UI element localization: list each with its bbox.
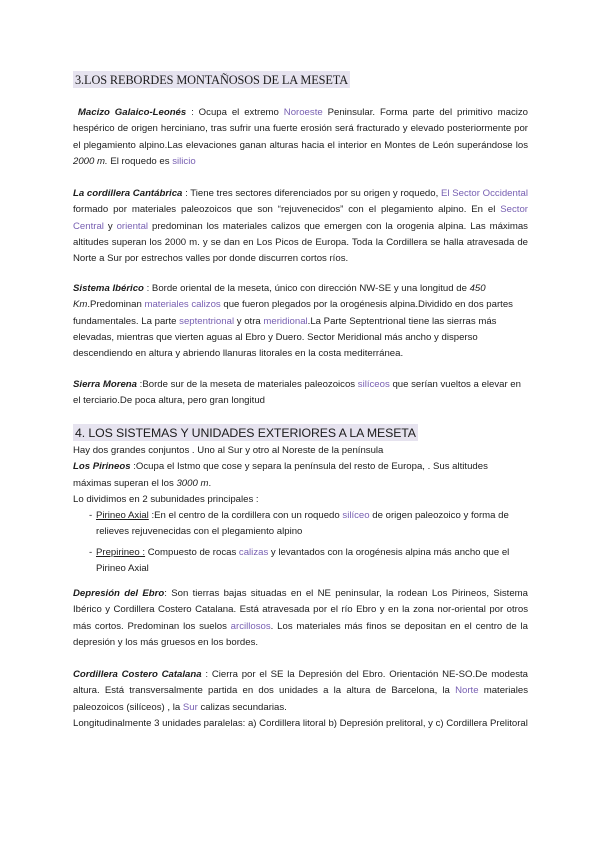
paragraph-sistema-iberico <box>73 281 528 362</box>
subunits-intro: Lo dividimos en 2 subunidades principales : <box>73 493 259 505</box>
text: : Borde oriental de la meseta, único con dirección NW-SE y una longitud de <box>143 283 470 294</box>
text: :Borde sur de la meseta de materiales paleozoicos <box>137 379 358 390</box>
text: y <box>103 220 117 232</box>
term-title: Sistema Ibérico <box>73 283 144 294</box>
paragraph-sierra-morena <box>73 377 528 410</box>
term-title: La cordillera Cantábrica <box>73 188 183 199</box>
text: que fueron plegados por la orogénesis alpina.Dividido en dos partes fundamentales. La parte <box>73 299 513 327</box>
highlight-term: silíceo <box>342 510 370 522</box>
italic-value: 3000 m <box>176 477 209 489</box>
highlight-term: El Sector Occidental <box>440 188 528 199</box>
highlight-term: Sur <box>182 701 198 713</box>
highlight-term: calizas <box>238 546 269 558</box>
heading-text: 4. LOS SISTEMAS Y UNIDADES EXTERIORES A LA MESETA <box>75 426 416 440</box>
paragraph-cordillera-cantabrica <box>73 186 528 267</box>
list-item-prepirineo <box>73 545 528 578</box>
text: Compuesto de rocas <box>145 546 239 558</box>
highlight-term: arcillosos <box>230 620 271 632</box>
term-title: Depresión del Ebro <box>73 588 165 599</box>
text: y otra <box>234 315 264 327</box>
text: : Ocupa el extremo <box>186 107 284 118</box>
heading-number: 3. <box>75 73 85 87</box>
paragraph-costero-catalana <box>73 667 528 716</box>
underlined-term: Prepirineo : <box>96 546 146 558</box>
text: calizas secundarias. <box>197 701 287 713</box>
highlight-term: Noroeste <box>283 107 323 118</box>
text: : Son tierras bajas situadas en el NE peninsular, la rodean Los Pirineos, Sistema Ibérico y Cordillera Costero Catalana. Está atravesada por el río Ebro y en la zona nor-oriental por otros más cortos. Predominan los suelos <box>73 588 528 632</box>
italic-value: 2000 m. <box>73 155 108 167</box>
text: de origen paleozoico y forma de relieves rejuvenecidas con el plegamiento alpino <box>96 510 509 538</box>
text: :En el centro de la cordillera con un roquedo <box>148 510 343 522</box>
text: que serían vueltos a elevar en el terciario.De poca altura, pero gran longitud <box>73 379 521 407</box>
text: formado por materiales paleozoicos que son “rejuvenecidos” con el plegamiento alpino. En el <box>73 204 501 216</box>
paragraph-macizo-galaico <box>73 105 528 170</box>
paragraph-depresion-ebro <box>73 586 528 651</box>
highlight-term: Norte <box>455 685 479 697</box>
term-title: Sierra Morena <box>73 379 137 390</box>
paragraph-pirineos <box>73 459 528 492</box>
intro-line: Hay dos grandes conjuntos . Uno al Sur y otro al Noreste de la península <box>73 445 384 456</box>
text: . <box>208 477 212 489</box>
highlight-term: oriental <box>116 220 149 232</box>
text: El roquedo es <box>107 155 173 167</box>
heading-text: LOS REBORDES MONTAÑOSOS DE LA MESETA <box>84 73 348 87</box>
term-title: Los Pirineos <box>73 461 131 473</box>
text: : Cierra por el SE la Depresión del Ebro. Orientación NE-SO.De modesta altura. Está transversalmente partida en dos unidades a la altura de Barcelona, la <box>73 669 528 697</box>
highlight-term: silicio <box>172 155 196 167</box>
highlight-term: meridional <box>263 315 308 327</box>
text: .La Parte Septentrional tiene las sierras más elevadas, mientras que vierten aguas al Ebro y Duero. Sector Meridional más ancho y disperso descendiendo en altura y abriendo llanuras litorales en la costa mediterránea. <box>73 315 497 360</box>
text: y levantados con la orogénesis alpina más ancho que el Pirineo Axial <box>96 546 510 575</box>
text: predominan los materiales calizos que emergen con la orogenia alpina. Las máximas altitudes superan los 2000 m. y se dan en Los Picos de Europa. Toda la Cordillera se halla atravesada de Norte a Sur por estrechos valles por donde discurren cortos ríos. <box>73 220 528 265</box>
term-title: Cordillera Costero Catalana <box>73 669 202 680</box>
list-bullet: - <box>89 546 93 558</box>
italic-value: 450 Km <box>73 283 486 311</box>
highlight-term: septentrional <box>179 315 235 327</box>
list-item-pirineo-axial <box>73 508 528 541</box>
section-pirineos <box>73 443 528 577</box>
text: . Los materiales más finos se depositan en el centro de la depresión y los más gruesos en los bordes. <box>73 620 528 648</box>
text: .Predominan <box>87 299 145 311</box>
text: materiales paleozoicos (silíceos) , la <box>73 685 528 713</box>
list-bullet: - <box>89 510 93 522</box>
term-title: Macizo Galaico-Leonés <box>77 107 187 118</box>
text: : Tiene tres sectores diferenciados por su origen y roquedo, <box>182 188 441 199</box>
highlight-term: materiales calizos <box>144 299 221 311</box>
text: :Ocupa el Istmo que cose y separa la península del resto de Europa, . Sus altitudes máximas superan el los <box>73 461 488 489</box>
section-costero-catalana <box>73 667 528 732</box>
paragraph-longitudinal: Longitudinalmente 3 unidades paralelas: a) Cordillera litoral b) Depresión prelitoral, y c) Cordillera Prelitoral <box>73 717 528 729</box>
text: Peninsular. Forma parte del primitivo macizo hespérico de origen herciniano, tras sufrir una fuerte erosión será fracturado y elevado posteriormente por el plegamiento alpino.Las elevaciones ganan alturas hacia el interior en Montes de León superándose los <box>73 107 529 151</box>
underlined-term: Pirineo Axial <box>96 510 149 522</box>
heading-section-4 <box>73 425 528 443</box>
heading-section-3 <box>73 72 528 90</box>
highlight-term: Sector Central <box>73 204 528 232</box>
highlight-term: silíceos <box>357 379 390 390</box>
